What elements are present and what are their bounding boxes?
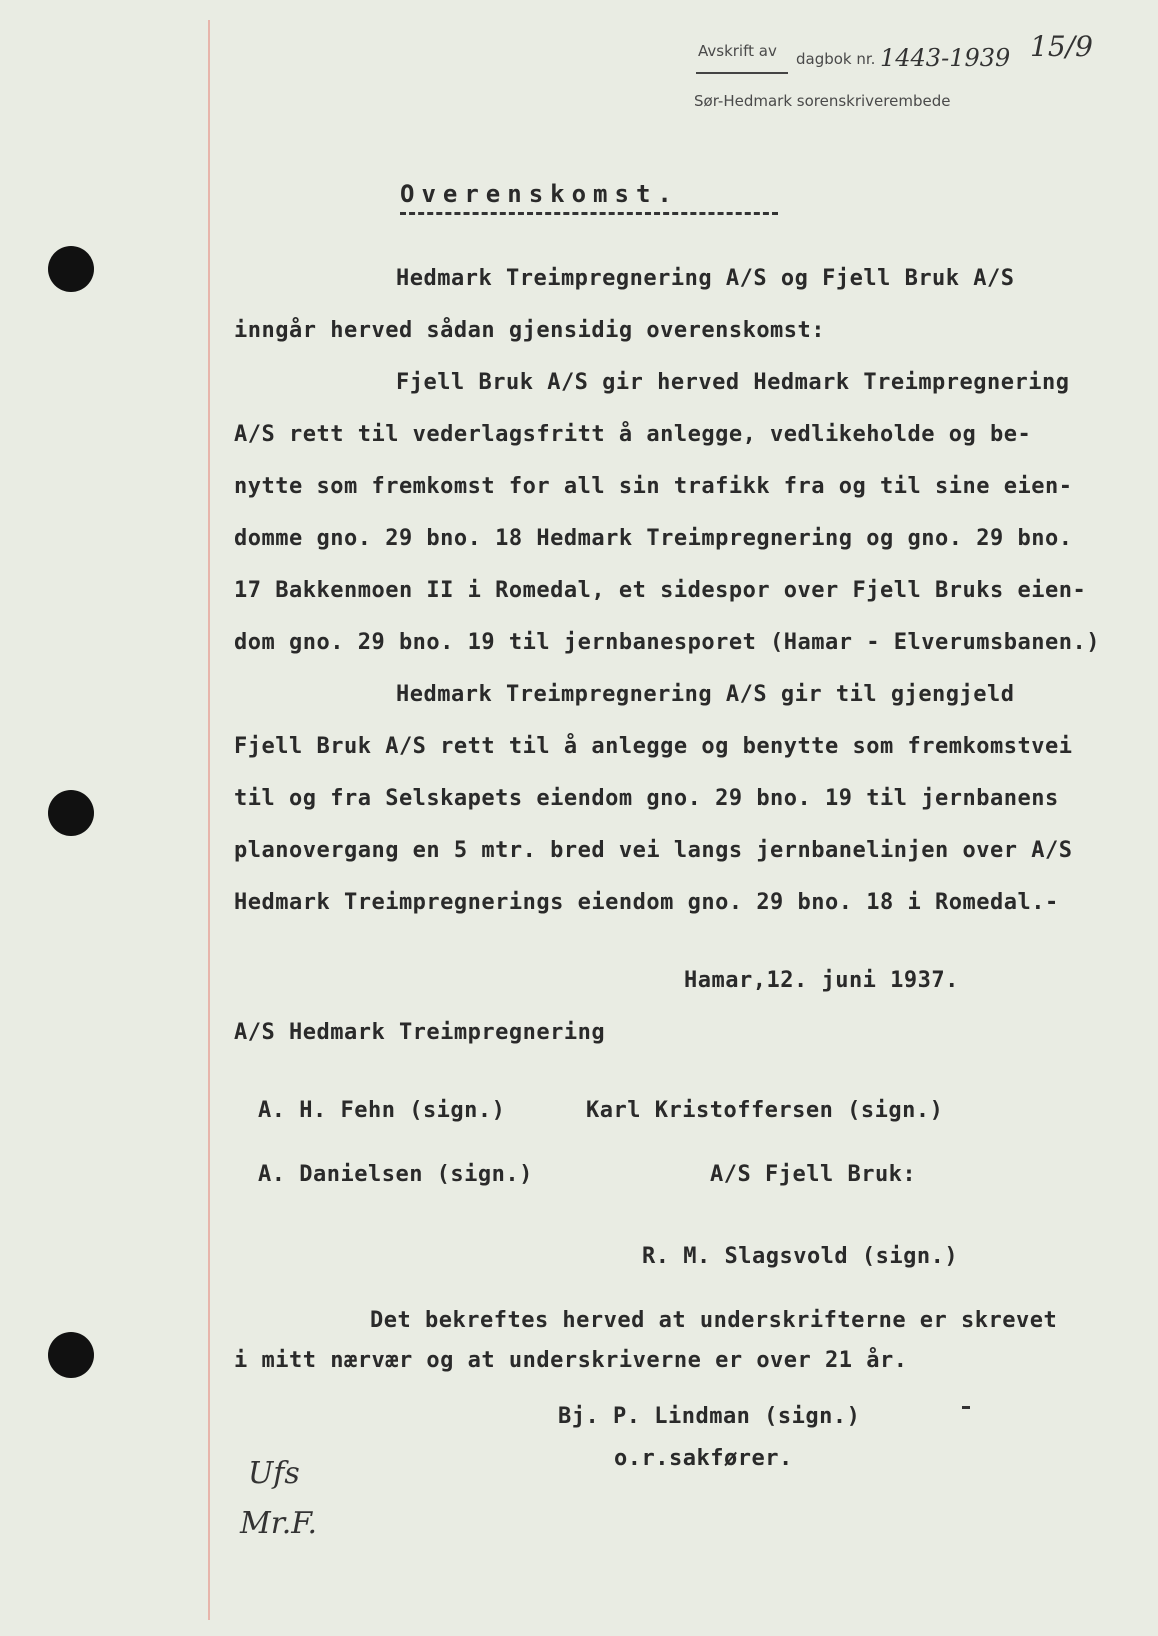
lawyer-title: o.r.sakfører. [614,1446,793,1471]
stamp-prefix: Avskrift av [698,42,777,60]
signature-fehn: A. H. Fehn (sign.) [258,1098,506,1123]
handwritten-initials: Ufs [248,1456,300,1491]
title-underline [400,212,778,215]
lawyer-name: Bj. P. Lindman (sign.) [558,1404,861,1429]
text-line: Fjell Bruk A/S rett til å anlegge og benytte som fremkomstvei [234,734,1073,759]
text-line: A/S rett til vederlagsfritt å anlegge, vedlikeholde og be- [234,422,1032,447]
punch-hole [48,1332,94,1378]
text-line: Hedmark Treimpregnering A/S gir til gjengjeld [396,682,1015,707]
text-line: Hedmark Treimpregnering A/S og Fjell Bruk A/S [396,266,1015,291]
handwritten-initials: Mr.F. [240,1506,317,1541]
text-line: planovergang en 5 mtr. bred vei langs jernbanelinjen over A/S [234,838,1073,863]
company-name-2: A/S Fjell Bruk: [710,1162,917,1187]
text-line: domme gno. 29 bno. 18 Hedmark Treimpregnering og gno. 29 bno. [234,526,1073,551]
signature-danielsen: A. Danielsen (sign.) [258,1162,533,1187]
stamp-dagbok-number: 1443-1939 [880,44,1011,72]
punch-hole [48,790,94,836]
margin-line [208,20,210,1620]
text-line: 17 Bakkenmoen II i Romedal, et sidespor over Fjell Bruks eien- [234,578,1087,603]
signature-kristoffersen: Karl Kristoffersen (sign.) [586,1098,944,1123]
stamp-handwritten-date: 15/9 [1030,30,1093,63]
text-line: til og fra Selskapets eiendom gno. 29 bno. 19 til jernbanens [234,786,1059,811]
text-line: Hedmark Treimpregnerings eiendom gno. 29 bno. 18 i Romedal.- [234,890,1059,915]
confirmation-line: i mitt nærvær og at underskriverne er over 21 år. [234,1348,908,1373]
punch-hole [48,246,94,292]
text-line: nytte som fremkomst for all sin trafikk fra og til sine eien- [234,474,1073,499]
company-name: A/S Hedmark Treimpregnering [234,1020,606,1045]
ink-mark [962,1406,970,1409]
page-title: Overenskomst. [400,180,679,208]
place-date: Hamar,12. juni 1937. [684,968,959,993]
confirmation-line: Det bekreftes herved at underskrifterne er skrevet [370,1308,1058,1333]
text-line: dom gno. 29 bno. 19 til jernbanesporet (Hamar - Elverumsbanen.) [234,630,1100,655]
signature-slagsvold: R. M. Slagsvold (sign.) [642,1244,959,1269]
stamp-dagbok-label: dagbok nr. [796,50,876,68]
text-line: inngår herved sådan gjensidig overenskomst: [234,318,826,343]
stamp-office: Sør-Hedmark sorenskriverembede [694,92,951,110]
text-line: Fjell Bruk A/S gir herved Hedmark Treimpregnering [396,370,1070,395]
stamp-strike [696,72,788,74]
